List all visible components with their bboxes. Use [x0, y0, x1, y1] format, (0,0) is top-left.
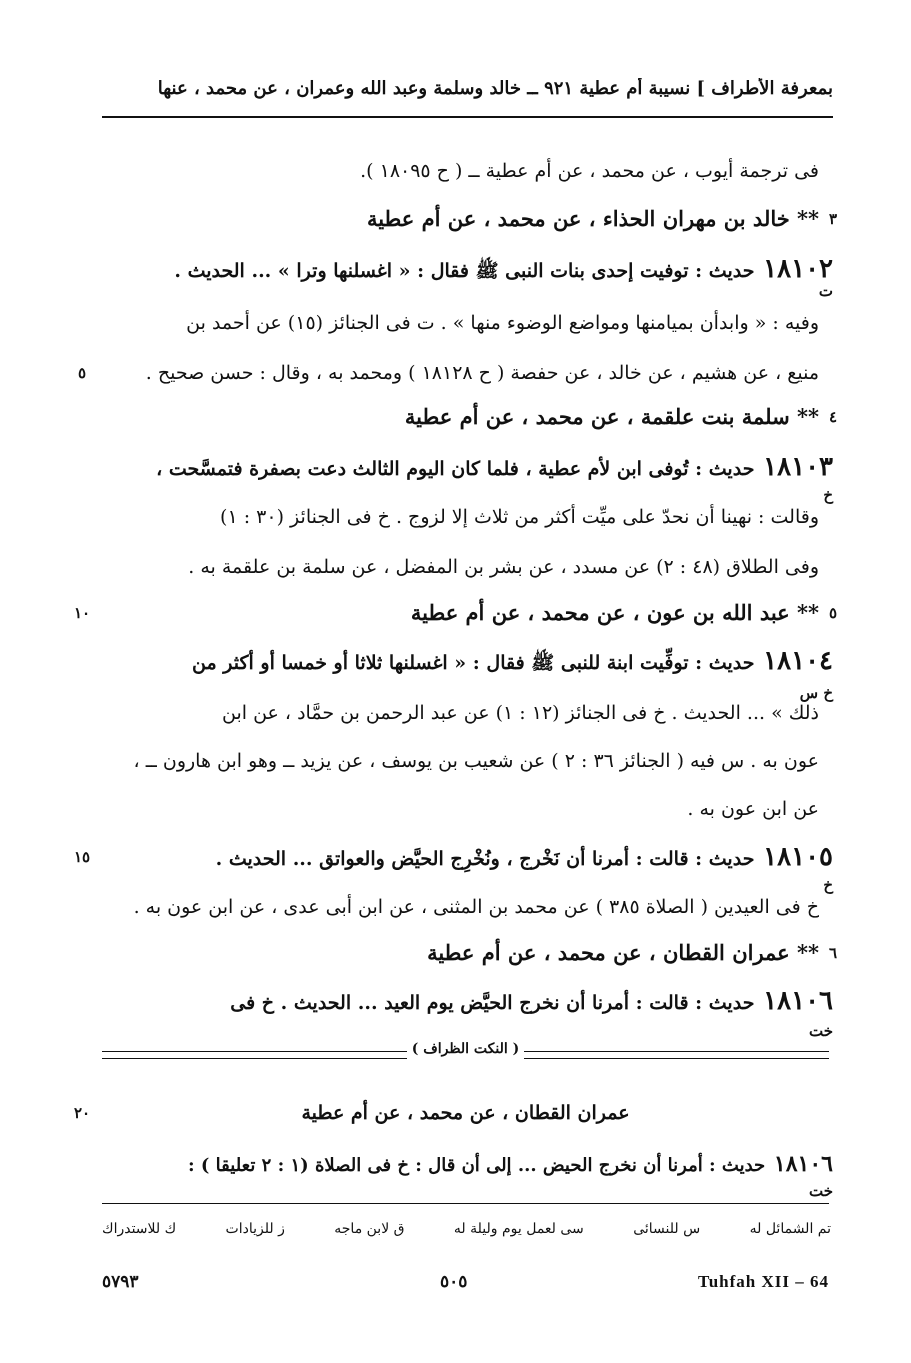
hadith-text: حديث : تُوفى ابن لأم عطية ، فلما كان اليوم الثالث دعت بصفرة فتمسَّحت ،: [156, 458, 755, 480]
legend-item: ك للاستدراك: [102, 1221, 177, 1237]
text-line: خ فى العيدين ( الصلاة ٣٨٥ ) عن محمد بن المثنى ، عن ابن أبى عدى ، عن ابن عون به .: [133, 896, 819, 918]
text-line: عون به . س فيه ( الجنائز ٣٦ : ٢ ) عن شعيب بن يوسف ، عن يزيد ــ وهو ابن هارون ــ ،: [133, 750, 819, 772]
text-line: فى ترجمة أيوب ، عن محمد ، عن أم عطية ــ ( ح ١٨٠٩٥ ).: [360, 160, 819, 182]
hadith-entry-line: [102, 248, 833, 290]
hadith-text: حديث : أمرنا أن نخرج الحيض ... إلى أن قال : خ فى الصلاة (١ : ٢ تعليقا ) :: [187, 1155, 766, 1176]
nukat-heading: عمران القطان ، عن محمد ، عن أم عطية: [301, 1102, 630, 1124]
sigla-legend: [102, 1214, 831, 1244]
hadith-text: حديث : توفيت إحدى بنات النبى ﷺ فقال : « اغسلنها وترا » ... الحديث .: [174, 260, 755, 282]
margin-siglum: خت: [808, 1022, 833, 1040]
hadith-text: حديث : توفِّيت ابنة للنبى ﷺ فقال : « اغسلنها ثلاثا أو خمسا أو أكثر من: [191, 652, 755, 674]
hadith-number: ١٨١٠٥: [763, 842, 833, 872]
section-heading: ** عمران القطان ، عن محمد ، عن أم عطية: [427, 940, 819, 965]
text-line: وفيه : « وابدأن بميامنها ومواضع الوضوء منها » . ت فى الجنائز (١٥) عن أحمد بن: [186, 312, 819, 334]
divider-rule-left: [102, 1051, 407, 1059]
hadith-number: ١٨١٠٤: [763, 646, 833, 676]
legend-item: تم الشمائل له: [749, 1221, 831, 1237]
nukat-divider: [102, 1041, 829, 1067]
margin-siglum: خ: [823, 876, 833, 894]
hadith-entry-line: [102, 1142, 833, 1184]
hadith-entry-line: [102, 640, 833, 682]
legend-item: ق لابن ماجه: [334, 1221, 405, 1237]
margin-siglum: ت: [818, 282, 833, 300]
section-number: ٥: [828, 604, 838, 622]
hadith-entry-line: [102, 446, 833, 488]
section-number: ٣: [828, 210, 838, 228]
running-header: بمعرفة الأطراف ] نسيبة أم عطية ٩٢١ ــ خالد وسلمة وعبد الله وعمران ، عن محمد ، عنها: [157, 78, 833, 99]
legend-item: س للنسائى: [633, 1221, 701, 1237]
text-line: وقالت : نهينا أن نحدّ على ميِّت أكثر من ثلاث إلا لزوج . خ فى الجنائز (٣٠ : ١): [220, 506, 819, 528]
text-line: عن ابن عون به .: [687, 798, 819, 820]
divider-label: ( النكت الظراف ): [411, 1041, 520, 1057]
volume-signature: Tuhfah XII – 64: [697, 1272, 829, 1291]
section-heading: ** سلمة بنت علقمة ، عن محمد ، عن أم عطية: [404, 404, 819, 429]
hadith-text: حديث : قالت : أمرنا أن نَخْرج ، ونُخْرِج الحيَّض والعواتق ... الحديث .: [215, 848, 755, 870]
hadith-entry-line: [102, 980, 833, 1022]
text-line: وفى الطلاق (٤٨ : ٢) عن مسدد ، عن بشر بن المفضل ، عن سلمة بن علقمة به .: [188, 556, 819, 578]
hadith-number: ١٨١٠٣: [763, 452, 833, 482]
margin-siglum: خت: [808, 1182, 833, 1200]
hadith-text: حديث : قالت : أمرنا أن نخرج الحيَّض يوم العيد ... الحديث . خ فى: [230, 992, 755, 1014]
legend-item: سى لعمل يوم وليلة له: [453, 1221, 584, 1237]
divider-rule-right: [524, 1051, 829, 1059]
page-number: ٥٠٥: [440, 1272, 468, 1292]
section-number: ٦: [828, 944, 838, 962]
margin-siglum: خ: [823, 486, 833, 504]
line-number: ١٥: [73, 848, 91, 866]
line-number: ٥: [77, 364, 87, 382]
hadith-number: ١٨١٠٦: [763, 986, 833, 1016]
hadith-number: ١٨١٠٢: [763, 254, 833, 284]
line-number: ٢٠: [73, 1104, 91, 1122]
text-line: منيع ، عن هشيم ، عن خالد ، عن حفصة ( ح ١٨١٢٨ ) ومحمد به ، وقال : حسن صحيح .: [145, 362, 819, 384]
section-heading: ** عبد الله بن عون ، عن محمد ، عن أم عطية: [410, 600, 819, 625]
margin-siglum: خ س: [799, 684, 833, 702]
section-heading: ** خالد بن مهران الحذاء ، عن محمد ، عن أم عطية: [366, 206, 819, 231]
line-number: ١٠: [73, 604, 91, 622]
hadith-number: ١٨١٠٦: [773, 1151, 833, 1177]
hadith-entry-line: [102, 836, 833, 878]
page-serial-number: ٥٧٩٣: [102, 1272, 139, 1292]
legend-rule: [102, 1203, 829, 1204]
header-rule: [102, 116, 833, 118]
text-line: ذلك » ... الحديث . خ فى الجنائز (١٢ : ١) عن عبد الرحمن بن حمَّاد ، عن ابن: [222, 702, 819, 724]
legend-item: ز للزيادات: [225, 1221, 285, 1237]
section-number: ٤: [828, 408, 838, 426]
